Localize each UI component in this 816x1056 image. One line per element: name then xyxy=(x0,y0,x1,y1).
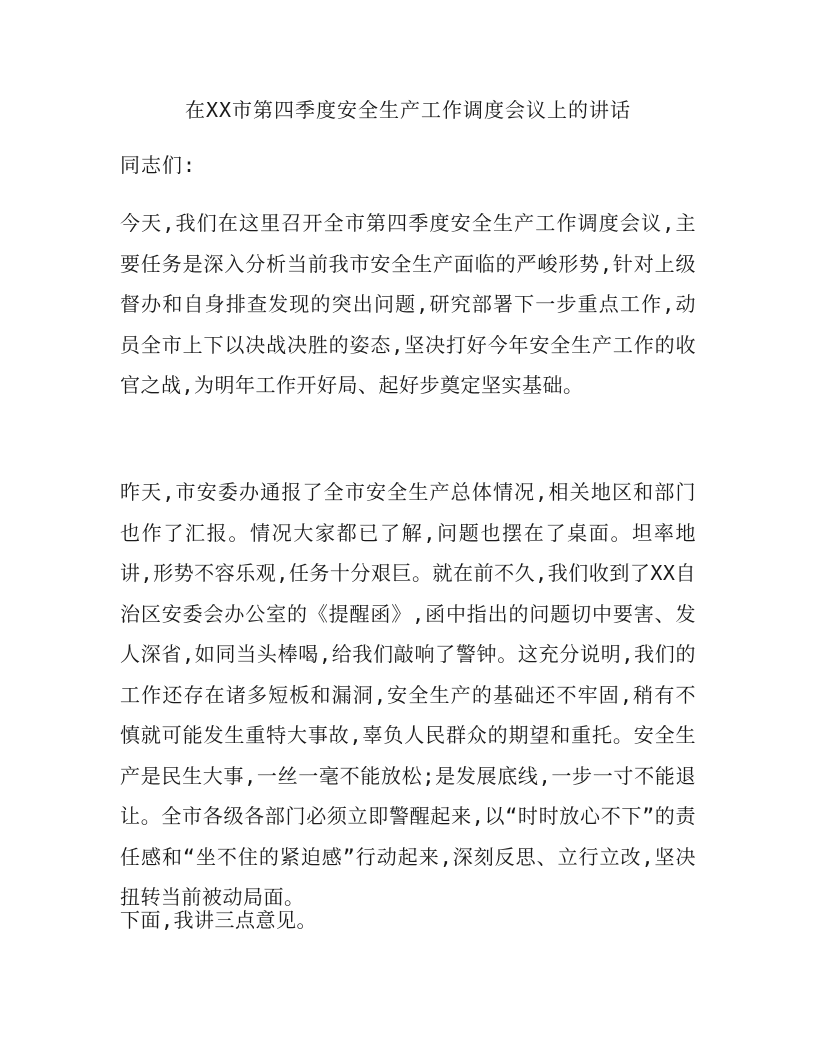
paragraph-opening: 今天,我们在这里召开全市第四季度安全生产工作调度会议,主要任务是深入分析当前我市安全生产面临的严峻形势,针对上级督办和自身排查发现的突出问题,研究部署下一步重点工作,动员全市上下以决战决胜的姿态,坚决打好今年安全生产工作的收官之战,为明年工作开好局、起好步奠定坚实基础。 xyxy=(120,211,696,397)
paragraph-situation: 昨天,市安委办通报了全市安全生产总体情况,相关地区和部门也作了汇报。情况大家都已了解,问题也摆在了桌面。坦率地讲,形势不容乐观,任务十分艰巨。就在前不久,我们收到了XX自治区安委会办公室的《提醒函》,函中指出的问题切中要害、发人深省,如同当头棒喝,给我们敲响了警钟。这充分说明,我们的工作还存在诸多短板和漏洞,安全生产的基础还不牢固,稍有不慎就可能发生重特大事故,辜负人民群众的期望和重托。安全生产是民生大事,一丝一毫不能放松;是发展底线,一步一寸不能退让。全市各级各部门必须立即警醒起来,以“时时放心不下”的责任感和“坐不住的紧迫感”行动起来,深刻反思、立行立改,坚决扭转当前被动局面。 xyxy=(120,480,696,909)
salutation: 同志们: xyxy=(120,153,197,177)
paragraph-transition: 下面,我讲三点意见。 xyxy=(120,908,318,932)
document-title: 在XX市第四季度安全生产工作调度会议上的讲话 xyxy=(184,98,632,122)
